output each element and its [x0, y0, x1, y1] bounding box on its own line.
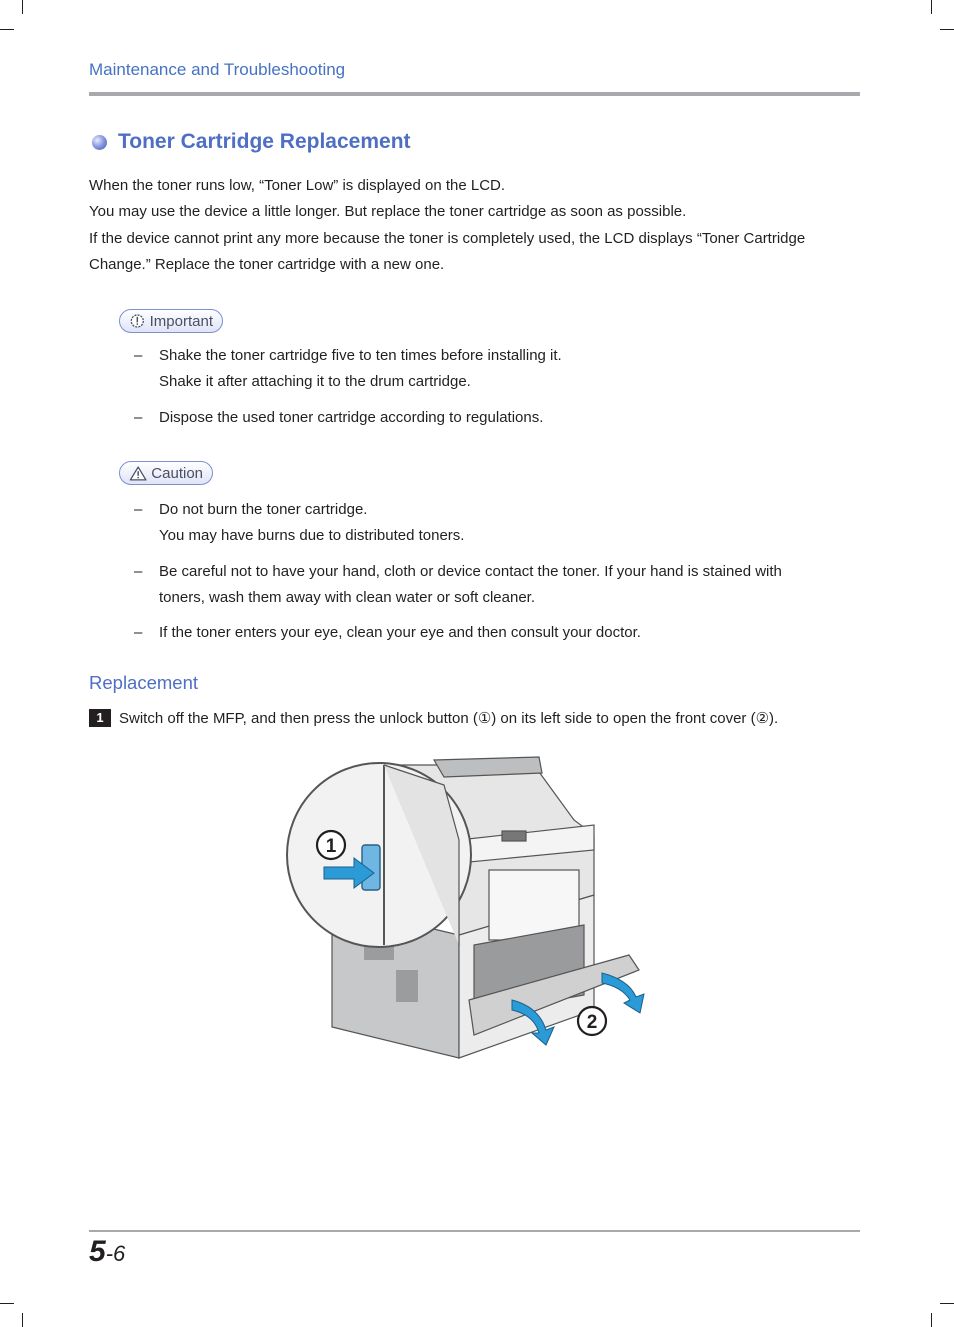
- important-badge: [119, 309, 223, 333]
- list-item-text: If the toner enters your eye, clean your eye and then consult your doctor.: [159, 624, 641, 642]
- crop-mark: [22, 0, 23, 14]
- intro-line: If the device cannot print any more because the toner is completely used, the LCD displays “Toner Cartridge: [89, 229, 806, 247]
- caution-list: [134, 497, 854, 655]
- important-list: [134, 343, 854, 440]
- page-number: [89, 1235, 125, 1269]
- list-item: [134, 497, 854, 550]
- list-item-text: You may have burns due to distributed toners.: [159, 527, 465, 545]
- running-header: Maintenance and Troubleshooting: [89, 60, 346, 79]
- step-text: Switch off the MFP, and then press the unlock button (①) on its left side to open the front cover (②).: [119, 710, 779, 727]
- list-dash: –: [134, 562, 143, 580]
- page-number-page: -6: [105, 1241, 126, 1266]
- list-dash: –: [134, 347, 143, 364]
- warning-triangle-icon: [129, 465, 147, 482]
- zoom-inset: [287, 763, 471, 947]
- caution-badge: [119, 461, 213, 485]
- blue-ball-icon: [92, 135, 107, 150]
- list-item: [134, 405, 854, 431]
- list-dash: –: [134, 408, 143, 426]
- printer-illustration: [284, 745, 654, 1065]
- crop-mark: [0, 29, 14, 30]
- list-dash: –: [134, 501, 143, 518]
- crop-mark: [940, 29, 954, 30]
- replacement-heading: Replacement: [89, 672, 199, 693]
- list-item-text: Dispose the used toner cartridge according to regulations.: [159, 408, 544, 426]
- intro-paragraph: [89, 173, 859, 278]
- callout-1: [317, 831, 345, 859]
- section-title: Toner Cartridge Replacement: [118, 130, 411, 153]
- list-item-text: Shake it after attaching it to the drum cartridge.: [159, 373, 471, 391]
- crop-mark: [931, 1313, 932, 1327]
- crop-mark: [940, 1303, 954, 1304]
- list-item-text: Shake the toner cartridge five to ten times before installing it.: [159, 347, 562, 364]
- footer-rule: [89, 1230, 860, 1232]
- callout-2: [578, 1007, 606, 1035]
- caution-label: Caution: [151, 464, 203, 482]
- list-item-text: Do not burn the toner cartridge.: [159, 501, 368, 518]
- header-rule: [89, 92, 860, 96]
- callout-2-number: 2: [586, 1012, 598, 1033]
- crop-mark: [22, 1313, 23, 1327]
- intro-line: You may use the device a little longer. But replace the toner cartridge as soon as possible.: [89, 203, 687, 221]
- crop-mark: [931, 0, 932, 14]
- exclamation-gear-icon: [129, 312, 146, 330]
- cover-arrow: [602, 973, 644, 1013]
- section-heading: [92, 130, 411, 154]
- list-item: [134, 559, 854, 612]
- page-number-chapter: 5: [89, 1235, 106, 1268]
- important-label: Important: [149, 312, 213, 330]
- list-dash: –: [134, 624, 143, 642]
- step-number: 1: [89, 709, 111, 727]
- list-item-text: toners, wash them away with clean water or soft cleaner.: [159, 588, 536, 606]
- intro-line: When the toner runs low, “Toner Low” is displayed on the LCD.: [89, 177, 506, 194]
- callout-1-number: 1: [325, 836, 337, 857]
- crop-mark: [0, 1303, 14, 1304]
- step-1: [89, 709, 778, 727]
- list-item: [134, 343, 854, 396]
- intro-line: Change.” Replace the toner cartridge with a new one.: [89, 255, 445, 273]
- list-item: [134, 620, 854, 646]
- list-item-text: Be careful not to have your hand, cloth or device contact the toner. If your hand is stained with: [159, 562, 782, 580]
